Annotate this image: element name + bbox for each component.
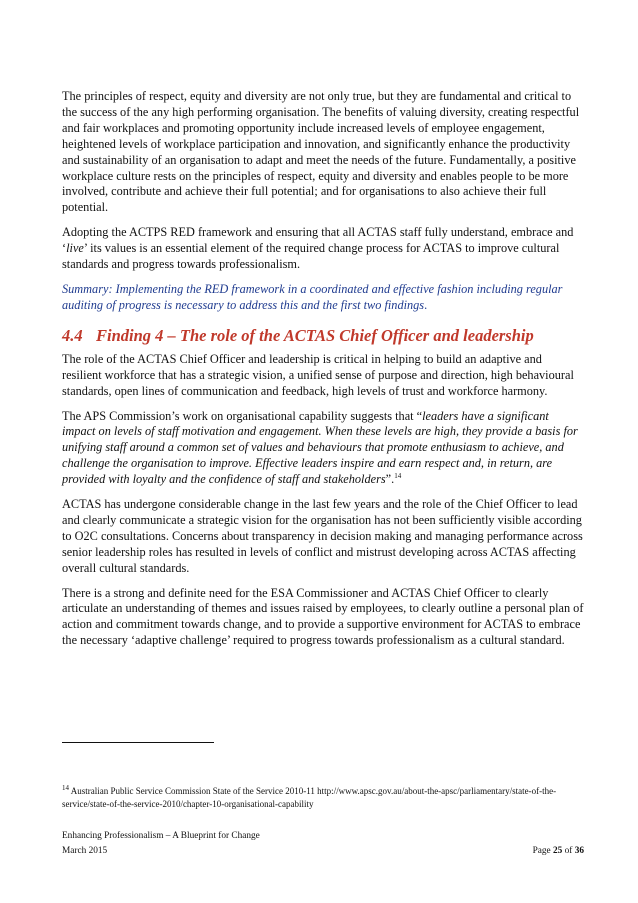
paragraph-commissioner-need: There is a strong and definite need for the ESA Commissioner and ACTAS Chief Officer to clearly articulate an understanding of themes and issues raised by employees, to clearly outline a personal plan of action and commitment towards change, and to provide a supportive environment for ACTAS to embrace the necessary ‘adaptive challenge’ required to progress towards professionalism as a cultural standard.: [62, 585, 584, 648]
section-title: Finding 4 – The role of the ACTAS Chief Officer and leadership: [96, 325, 534, 345]
paragraph-red-framework: [62, 225, 584, 273]
section-heading: [62, 326, 584, 346]
page-current: 25: [553, 846, 563, 856]
footnote: [62, 785, 584, 811]
section-number: 4.4: [62, 325, 83, 345]
paragraph-aps-commission: [62, 409, 584, 489]
page-label: Page: [532, 846, 553, 856]
paragraph-red-principles: The principles of respect, equity and diversity are not only true, but they are fundamental and critical to the success of the any high performing organisation. The benefits of valuing diversity, creating respectful and fair workplaces and promoting opportunity include increased levels of employee engagement, heightened levels of workplace participation and innovation, and significantly enhance the productivity and sustainability of an organisation to adapt and meet the needs of the future. Fundamentally, a positive workplace culture rests on the principles of respect, equity and diversity and enables people to be more involved, contribute and achieve their full potential; and for organisations to also achieve their full potential.: [62, 89, 580, 215]
summary-period: .: [424, 297, 428, 312]
paragraph-leadership-role: The role of the ACTAS Chief Officer and leadership is critical in helping to build an adaptive and resilient workforce that has a strategic vision, a unified sense of purpose and direction, high behavioural standards, open lines of communication and feedback, high levels of trust and workforce harmony.: [62, 351, 574, 398]
footnote-number: 14: [62, 784, 69, 792]
footer-date: March 2015: [62, 846, 108, 856]
footnote-reference[interactable]: 14: [394, 472, 402, 481]
page-number: [533, 845, 584, 857]
summary-text: [62, 282, 584, 314]
footer-row: [62, 845, 584, 857]
footer-document-title: Enhancing Professionalism – A Blueprint for Change: [62, 831, 260, 841]
page-total: 36: [574, 846, 584, 856]
summary-body: Summary: Implementing the RED framework in a coordinated and effective fashion including regular auditing of progress is necessary to address this and the first two findings: [62, 281, 563, 312]
page-content: [62, 89, 584, 658]
page-of-label: of: [562, 846, 575, 856]
paragraph-actas-change: ACTAS has undergone considerable change in the last few years and the role of the Chief Officer to lead and clearly communicate a strategic vision for the organisation has not been sufficiently visible according to O2C consultations. Concerns about transparency in decision making and managing performance across senior leadership roles has resulted in levels of conflict and mistrust developing across ACTAS affecting overall cultural standards.: [62, 497, 583, 575]
quoted-text: leaders have a significant impact on levels of staff motivation and engagement. When these levels are high, they provide a basis for unifying staff around a common set of values and behaviours that promote enthusiasm to achieve, and challenge the organisation to improve. Effective leaders inspire and earn respect and, in return, are provided with loyalty and the confidence of staff and stakeholders: [62, 408, 578, 487]
paragraph-text: Adopting the ACTPS RED framework and ensuring that all ACTAS staff fully understand, embrace and ‘: [62, 225, 574, 256]
paragraph-text: ’ its values is an essential element of the required change process for ACTAS to improve cultural standards and progress towards professionalism.: [62, 241, 560, 272]
footnote-text: Australian Public Service Commission State of the Service 2010-11 http://www.apsc.gov.au/about-the-apsc/parliamentary/state-of-the-service/state-of-the-service-2010/chapter-10-organisational-capability: [62, 786, 557, 809]
paragraph-text: ”.: [385, 472, 395, 487]
paragraph-text: The APS Commission’s work on organisational capability suggests that “: [62, 408, 423, 423]
footnote-divider: [62, 742, 214, 743]
emphasis-live: live: [66, 241, 84, 256]
